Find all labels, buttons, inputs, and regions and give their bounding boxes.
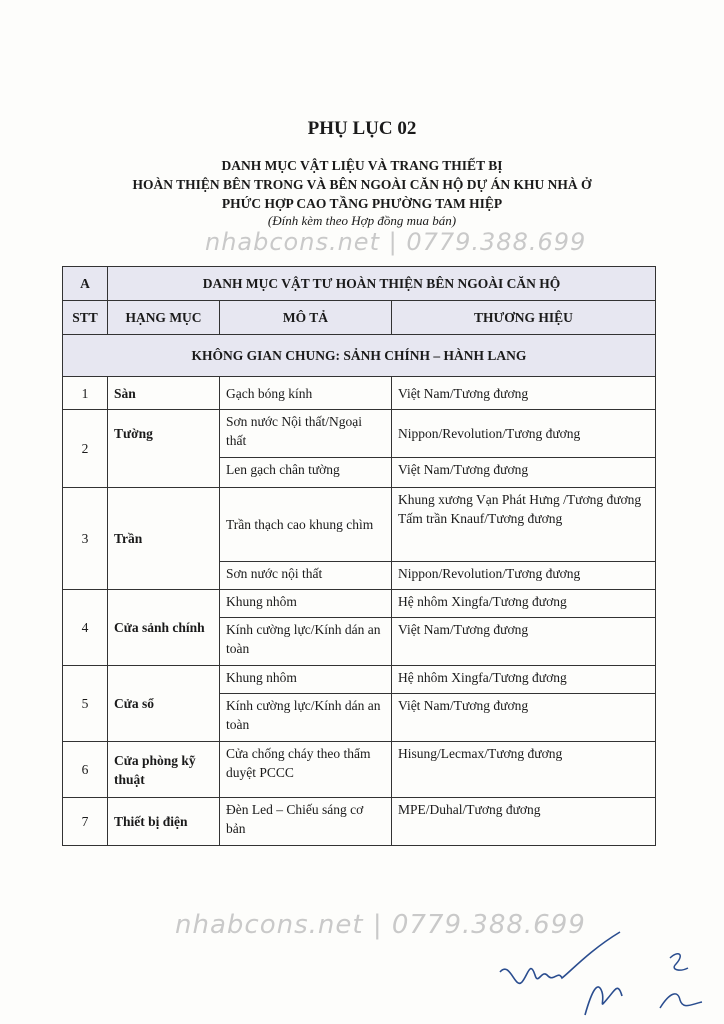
row-item: Cửa sổ xyxy=(108,666,220,742)
row-stt: 1 xyxy=(63,377,108,410)
row-desc: Kính cường lực/Kính dán an toàn xyxy=(220,618,392,666)
materials-table xyxy=(62,266,656,846)
row-desc: Gạch bóng kính xyxy=(220,377,392,410)
row-brand: Hisung/Lecmax/Tương đương xyxy=(392,742,656,798)
row-desc: Trần thạch cao khung chìm xyxy=(220,488,392,562)
table-row xyxy=(63,590,656,618)
row-brand: Nippon/Revolution/Tương đương xyxy=(392,410,656,458)
brand-line: Tấm trần Knauf/Tương đương xyxy=(398,511,563,526)
watermark-bottom: nhabcons.net | 0779.388.699 xyxy=(175,910,586,940)
row-stt: 5 xyxy=(63,666,108,742)
row-desc: Đèn Led – Chiếu sáng cơ bản xyxy=(220,798,392,846)
table-row xyxy=(63,742,656,798)
section-title: DANH MỤC VẬT TƯ HOÀN THIỆN BÊN NGOÀI CĂN HỘ xyxy=(108,267,656,301)
row-item: Cửa sảnh chính xyxy=(108,590,220,666)
group-title: KHÔNG GIAN CHUNG: SẢNH CHÍNH – HÀNH LANG xyxy=(63,335,656,377)
row-stt: 7 xyxy=(63,798,108,846)
row-brand: Việt Nam/Tương đương xyxy=(392,377,656,410)
row-item: Cửa phòng kỹ thuật xyxy=(108,742,220,798)
row-desc: Kính cường lực/Kính dán an toàn xyxy=(220,694,392,742)
row-brand: Việt Nam/Tương đương xyxy=(392,618,656,666)
row-brand xyxy=(392,488,656,562)
page-title: PHỤ LỤC 02 xyxy=(307,118,417,139)
row-desc: Cửa chống cháy theo thẩm duyệt PCCC xyxy=(220,742,392,798)
header-stt: STT xyxy=(63,301,108,335)
row-stt: 2 xyxy=(63,410,108,488)
row-item: Trần xyxy=(108,488,220,590)
row-desc: Khung nhôm xyxy=(220,590,392,618)
subtitle-line-3: PHỨC HỢP CAO TẦNG PHƯỜNG TAM HIỆP xyxy=(221,196,503,211)
signature-image xyxy=(480,920,720,1020)
row-brand: MPE/Duhal/Tương đương xyxy=(392,798,656,846)
row-desc: Sơn nước nội thất xyxy=(220,562,392,590)
header-item: HẠNG MỤC xyxy=(108,301,220,335)
row-item: Sàn xyxy=(108,377,220,410)
table-row xyxy=(63,488,656,562)
row-desc: Len gạch chân tường xyxy=(220,458,392,488)
header-desc: MÔ TẢ xyxy=(220,301,392,335)
row-brand: Việt Nam/Tương đương xyxy=(392,694,656,742)
row-desc: Khung nhôm xyxy=(220,666,392,694)
row-stt: 3 xyxy=(63,488,108,590)
table-row xyxy=(63,798,656,846)
table-row xyxy=(63,377,656,410)
attachment-note: (Đính kèm theo Hợp đồng mua bán) xyxy=(267,213,457,228)
row-brand: Hệ nhôm Xingfa/Tương đương xyxy=(392,590,656,618)
section-code: A xyxy=(63,267,108,301)
row-item: Thiết bị điện xyxy=(108,798,220,846)
subtitle-line-1: DANH MỤC VẬT LIỆU VÀ TRANG THIẾT BỊ xyxy=(221,158,503,173)
subtitle-line-2: HOÀN THIỆN BÊN TRONG VÀ BÊN NGOÀI CĂN HỘ DỰ ÁN KHU NHÀ Ở xyxy=(132,177,592,192)
table-row xyxy=(63,410,656,458)
row-stt: 6 xyxy=(63,742,108,798)
header-brand: THƯƠNG HIỆU xyxy=(392,301,656,335)
row-item: Tường xyxy=(108,410,220,488)
row-brand: Hệ nhôm Xingfa/Tương đương xyxy=(392,666,656,694)
brand-line: Khung xương Vạn Phát Hưng /Tương đương xyxy=(398,492,642,507)
row-stt: 4 xyxy=(63,590,108,666)
table-row xyxy=(63,666,656,694)
row-brand: Nippon/Revolution/Tương đương xyxy=(392,562,656,590)
row-desc: Sơn nước Nội thất/Ngoại thất xyxy=(220,410,392,458)
watermark-top: nhabcons.net | 0779.388.699 xyxy=(205,228,587,256)
row-brand: Việt Nam/Tương đương xyxy=(392,458,656,488)
